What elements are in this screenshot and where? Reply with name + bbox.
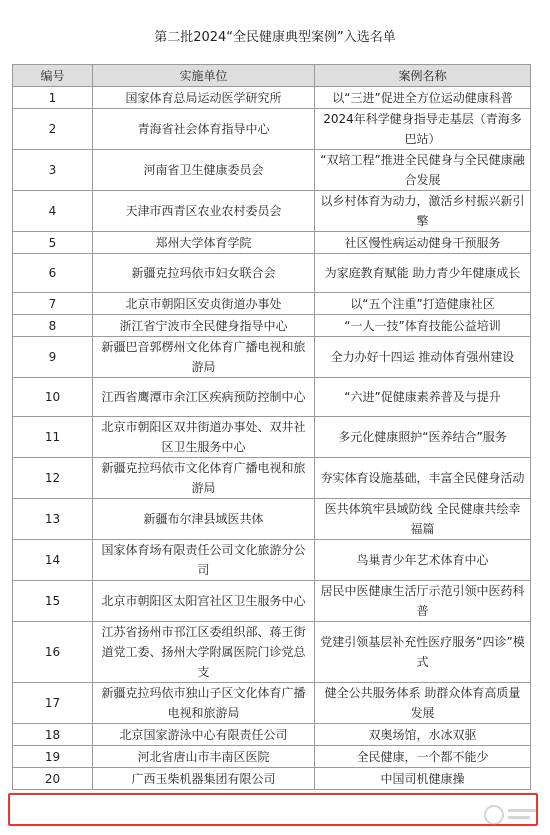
cell-number: 11 <box>13 417 93 458</box>
cell-case-name: “一人一技”体育技能公益培训 <box>315 315 531 337</box>
table-row <box>13 724 531 746</box>
table-row <box>13 191 531 232</box>
table-row <box>13 458 531 499</box>
cell-unit: 天津市西青区农业农村委员会 <box>93 191 315 232</box>
cell-number: 20 <box>13 768 93 790</box>
cell-number: 17 <box>13 683 93 724</box>
cell-unit: 新疆巴音郭楞州文化体育广播电视和旅游局 <box>93 337 315 378</box>
table-row <box>13 87 531 109</box>
cell-unit: 江西省鹰潭市余江区疾病预防控制中心 <box>93 378 315 417</box>
cell-unit: 北京国家游泳中心有限责任公司 <box>93 724 315 746</box>
table-row <box>13 746 531 768</box>
cell-case-name: 健全公共服务体系 助群众体育高质量发展 <box>315 683 531 724</box>
cell-unit: 青海省社会体育指导中心 <box>93 109 315 150</box>
cell-number: 4 <box>13 191 93 232</box>
table-row <box>13 109 531 150</box>
cell-number: 16 <box>13 622 93 683</box>
table-row <box>13 293 531 315</box>
table-row <box>13 378 531 417</box>
cell-unit: 江苏省扬州市邗江区委组织部、蒋王街道党工委、扬州大学附属医院门诊党总支 <box>93 622 315 683</box>
cell-number: 5 <box>13 232 93 254</box>
cell-case-name: 多元化健康照护“医养结合”服务 <box>315 417 531 458</box>
cell-case-name: “六进”促健康素养普及与提升 <box>315 378 531 417</box>
cell-unit: 郑州大学体育学院 <box>93 232 315 254</box>
cell-case-name: 居民中医健康生活厅示范引领中医药科普 <box>315 581 531 622</box>
highlight-box <box>8 793 538 826</box>
cell-case-name: 以乡村体育为动力，激活乡村振兴新引擎 <box>315 191 531 232</box>
cell-case-name: 鸟巢青少年艺术体育中心 <box>315 540 531 581</box>
cell-number: 9 <box>13 337 93 378</box>
cell-number: 2 <box>13 109 93 150</box>
cell-unit: 广西玉柴机器集团有限公司 <box>93 768 315 790</box>
cell-number: 3 <box>13 150 93 191</box>
cell-case-name: 社区慢性病运动健身干预服务 <box>315 232 531 254</box>
table-row <box>13 315 531 337</box>
cell-number: 13 <box>13 499 93 540</box>
table-row <box>13 337 531 378</box>
table-row <box>13 683 531 724</box>
cell-case-name: 以“五个注重”打造健康社区 <box>315 293 531 315</box>
cell-unit: 河北省唐山市丰南区医院 <box>93 746 315 768</box>
cell-number: 1 <box>13 87 93 109</box>
cell-number: 10 <box>13 378 93 417</box>
table-row <box>13 499 531 540</box>
table-row <box>13 254 531 293</box>
table-row <box>13 581 531 622</box>
cell-unit: 浙江省宁波市全民健身指导中心 <box>93 315 315 337</box>
cell-unit: 新疆克拉玛依市妇女联合会 <box>93 254 315 293</box>
cell-case-name: 全力办好十四运 推动体育强州建设 <box>315 337 531 378</box>
cell-number: 12 <box>13 458 93 499</box>
cell-number: 14 <box>13 540 93 581</box>
cell-unit: 国家体育总局运动医学研究所 <box>93 87 315 109</box>
cell-unit: 北京市朝阳区太阳宫社区卫生服务中心 <box>93 581 315 622</box>
cell-case-name: 党建引领基层补充性医疗服务“四诊”模式 <box>315 622 531 683</box>
cell-case-name: 中国司机健康操 <box>315 768 531 790</box>
cell-number: 18 <box>13 724 93 746</box>
column-header-number: 编号 <box>13 65 93 87</box>
table-header-row <box>13 65 531 87</box>
cell-case-name: 2024年科学健身指导走基层（青海多巴站） <box>315 109 531 150</box>
cell-case-name: 夯实体育设施基础，丰富全民健身活动 <box>315 458 531 499</box>
column-header-case-name: 案例名称 <box>315 65 531 87</box>
table-row <box>13 540 531 581</box>
cell-case-name: 以“三进”促进全方位运动健康科普 <box>315 87 531 109</box>
cell-case-name: “双培工程”推进全民健身与全民健康融合发展 <box>315 150 531 191</box>
table-row <box>13 232 531 254</box>
cell-unit: 北京市朝阳区双井街道办事处、双井社区卫生服务中心 <box>93 417 315 458</box>
cell-unit: 河南省卫生健康委员会 <box>93 150 315 191</box>
cell-number: 15 <box>13 581 93 622</box>
table-row <box>13 150 531 191</box>
table-row <box>13 622 531 683</box>
cell-unit: 北京市朝阳区安贞街道办事处 <box>93 293 315 315</box>
cell-number: 8 <box>13 315 93 337</box>
cell-number: 7 <box>13 293 93 315</box>
cell-number: 6 <box>13 254 93 293</box>
cell-case-name: 为家庭教育赋能 助力青少年健康成长 <box>315 254 531 293</box>
table-row <box>13 417 531 458</box>
column-header-unit: 实施单位 <box>93 65 315 87</box>
case-table <box>12 64 531 790</box>
page-title: 第二批2024“全民健康典型案例”入选名单 <box>154 30 396 45</box>
cell-case-name: 双奥场馆，水冰双驱 <box>315 724 531 746</box>
cell-unit: 国家体育场有限责任公司文化旅游分公司 <box>93 540 315 581</box>
cell-case-name: 医共体筑牢县域防线 全民健康共绘幸福篇 <box>315 499 531 540</box>
cell-unit: 新疆克拉玛依市文化体育广播电视和旅游局 <box>93 458 315 499</box>
cell-case-name: 全民健康，一个都不能少 <box>315 746 531 768</box>
cell-unit: 新疆克拉玛依市独山子区文化体育广播电视和旅游局 <box>93 683 315 724</box>
table-row-highlighted <box>13 768 531 790</box>
cell-unit: 新疆布尔津县域医共体 <box>93 499 315 540</box>
watermark-logo-icon <box>482 801 542 829</box>
cell-number: 19 <box>13 746 93 768</box>
